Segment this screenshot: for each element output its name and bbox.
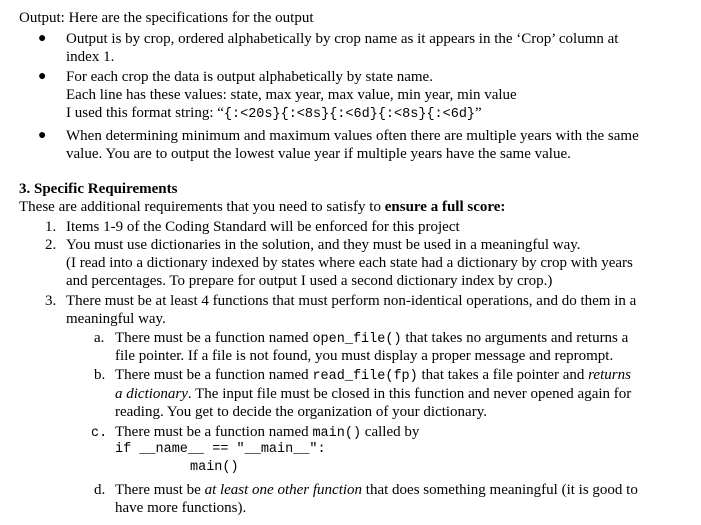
sub-c-label: c.	[91, 426, 108, 441]
bullet-3-line-2: value. You are to output the lowest value year if multiple years have the same value.	[66, 146, 571, 162]
output-heading: Output: Here are the specifications for the output	[19, 10, 314, 26]
main-code: main()	[312, 426, 362, 441]
sub-c-code-line-1: if __name__ == "__main__":	[115, 442, 326, 457]
sub-b-line-1: There must be a function named read_file(fp) that takes a file pointer and returns	[115, 367, 631, 384]
sub-d-line-2: have more functions).	[115, 500, 247, 516]
item-1-line-1: Items 1-9 of the Coding Standard will be enforced for this project	[66, 219, 460, 235]
sub-b-label: b.	[94, 367, 106, 383]
item-2-number: 2.	[45, 237, 57, 253]
bullet-1-line-2: index 1.	[66, 49, 115, 65]
bullet-2-line-1: For each crop the data is output alphabetically by state name.	[66, 69, 433, 85]
format-string-code: {:<20s}{:<8s}{:<6d}{:<8s}{:<6d}	[223, 107, 476, 122]
bullet-2-line-2: Each line has these values: state, max year, max value, min year, min value	[66, 87, 517, 103]
bullet-1-line-1: Output is by crop, ordered alphabetically by crop name as it appears in the ‘Crop’ column at	[66, 31, 619, 47]
sub-d-line-1: There must be at least one other function that does something meaningful (it is good to	[115, 482, 638, 498]
sub-a-label: a.	[94, 330, 105, 346]
item-3-line-1: There must be at least 4 functions that must perform non-identical operations, and do them in a	[66, 293, 637, 309]
item-2-line-3: and percentages. To prepare for output I used a second dictionary index by crop.)	[66, 273, 553, 289]
sub-a-line-2: file pointer. If a file is not found, you must display a proper message and reprompt.	[115, 348, 614, 364]
bullet-3-line-1: When determining minimum and maximum values often there are multiple years with the same	[66, 128, 639, 144]
item-3-number: 3.	[45, 293, 57, 309]
bullet-icon: ●	[38, 31, 47, 46]
item-2-line-2: (I read into a dictionary indexed by states where each state had a dictionary by crop with years	[66, 255, 633, 271]
item-2-line-1: You must use dictionaries in the solution, and they must be used in a meaningful way.	[66, 237, 581, 253]
requirements-intro: These are additional requirements that you need to satisfy to ensure a full score:	[19, 199, 506, 215]
requirements-heading: 3. Specific Requirements	[19, 181, 178, 197]
item-1-number: 1.	[45, 219, 57, 235]
sub-c-code-line-2: main()	[190, 460, 239, 475]
sub-b-line-2: a dictionary. The input file must be closed in this function and never opened again for	[115, 386, 632, 402]
bullet-2-format-line	[66, 104, 482, 125]
open-file-code: open_file()	[312, 332, 402, 347]
format-prefix: I used this format string: “	[66, 105, 224, 121]
bullet-icon: ●	[38, 69, 47, 84]
sub-d-label: d.	[94, 482, 106, 498]
format-suffix: ”	[475, 105, 482, 121]
sub-a-line-1: There must be a function named open_file() that takes no arguments and returns a	[115, 330, 629, 347]
sub-c-line-1: There must be a function named main() called by	[115, 424, 420, 441]
bullet-icon: ●	[38, 128, 47, 143]
read-file-code: read_file(fp)	[312, 369, 418, 384]
sub-b-line-3: reading. You get to decide the organization of your dictionary.	[115, 404, 487, 420]
item-3-line-2: meaningful way.	[66, 311, 166, 327]
